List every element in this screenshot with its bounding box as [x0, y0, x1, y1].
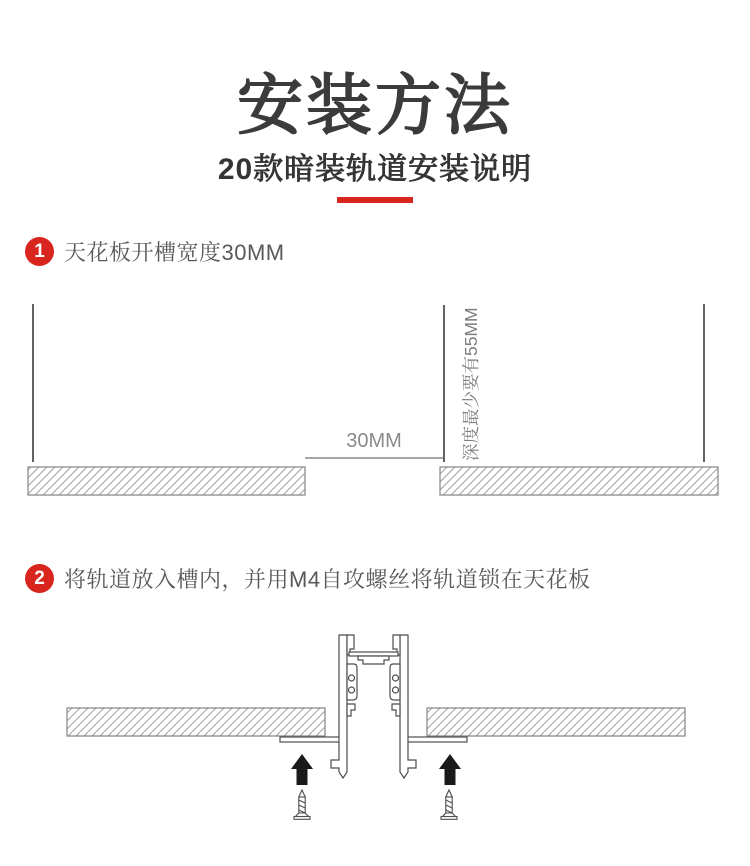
- track-wall-left: [331, 635, 347, 778]
- up-arrow-icon: [291, 754, 313, 785]
- step-2-row: [25, 563, 591, 594]
- track-hat-center: [358, 656, 389, 664]
- slot-dimension-diagram: [0, 290, 750, 510]
- up-arrow-icon: [439, 754, 461, 785]
- gap-width-label: 30MM: [346, 430, 402, 452]
- track-clip-right: [390, 664, 400, 700]
- step-2-label: 将轨道放入槽内，并用M4自攻螺丝将轨道锁在天花板: [64, 567, 591, 592]
- track-mounting-diagram: [0, 620, 750, 866]
- ceiling-board-left: [28, 467, 305, 495]
- step-2-number-badge: 2: [25, 564, 54, 593]
- screw-boss-hole: [393, 675, 399, 681]
- ceiling-board-right: [427, 708, 685, 736]
- screw-boss-hole: [349, 675, 355, 681]
- ceiling-board-right: [440, 467, 718, 495]
- track-bottom-hook-right: [392, 704, 400, 716]
- track-profile: [280, 635, 467, 778]
- depth-label: 深度最少要有55MM: [461, 307, 481, 461]
- track-flange-right: [407, 737, 467, 742]
- step-1-label: 天花板开槽宽度30MM: [64, 240, 285, 265]
- track-flange-left: [280, 737, 340, 742]
- page-title: 安装方法: [237, 68, 513, 142]
- step-1-number-badge: 1: [25, 237, 54, 266]
- track-wall-right: [400, 635, 416, 778]
- screw-direction-arrows: [291, 754, 461, 785]
- red-accent-divider: [337, 197, 413, 203]
- ceiling-board-left: [67, 708, 325, 736]
- track-clip-left: [347, 664, 357, 700]
- track-bottom-hook-left: [347, 704, 355, 716]
- self-tapping-screws: [294, 790, 457, 819]
- screw-icon: [441, 790, 457, 819]
- page-subtitle: 20款暗装轨道安装说明: [217, 153, 533, 186]
- screw-boss-hole: [393, 687, 399, 693]
- screw-icon: [294, 790, 310, 819]
- screw-boss-hole: [349, 687, 355, 693]
- step-1-row: [25, 236, 285, 267]
